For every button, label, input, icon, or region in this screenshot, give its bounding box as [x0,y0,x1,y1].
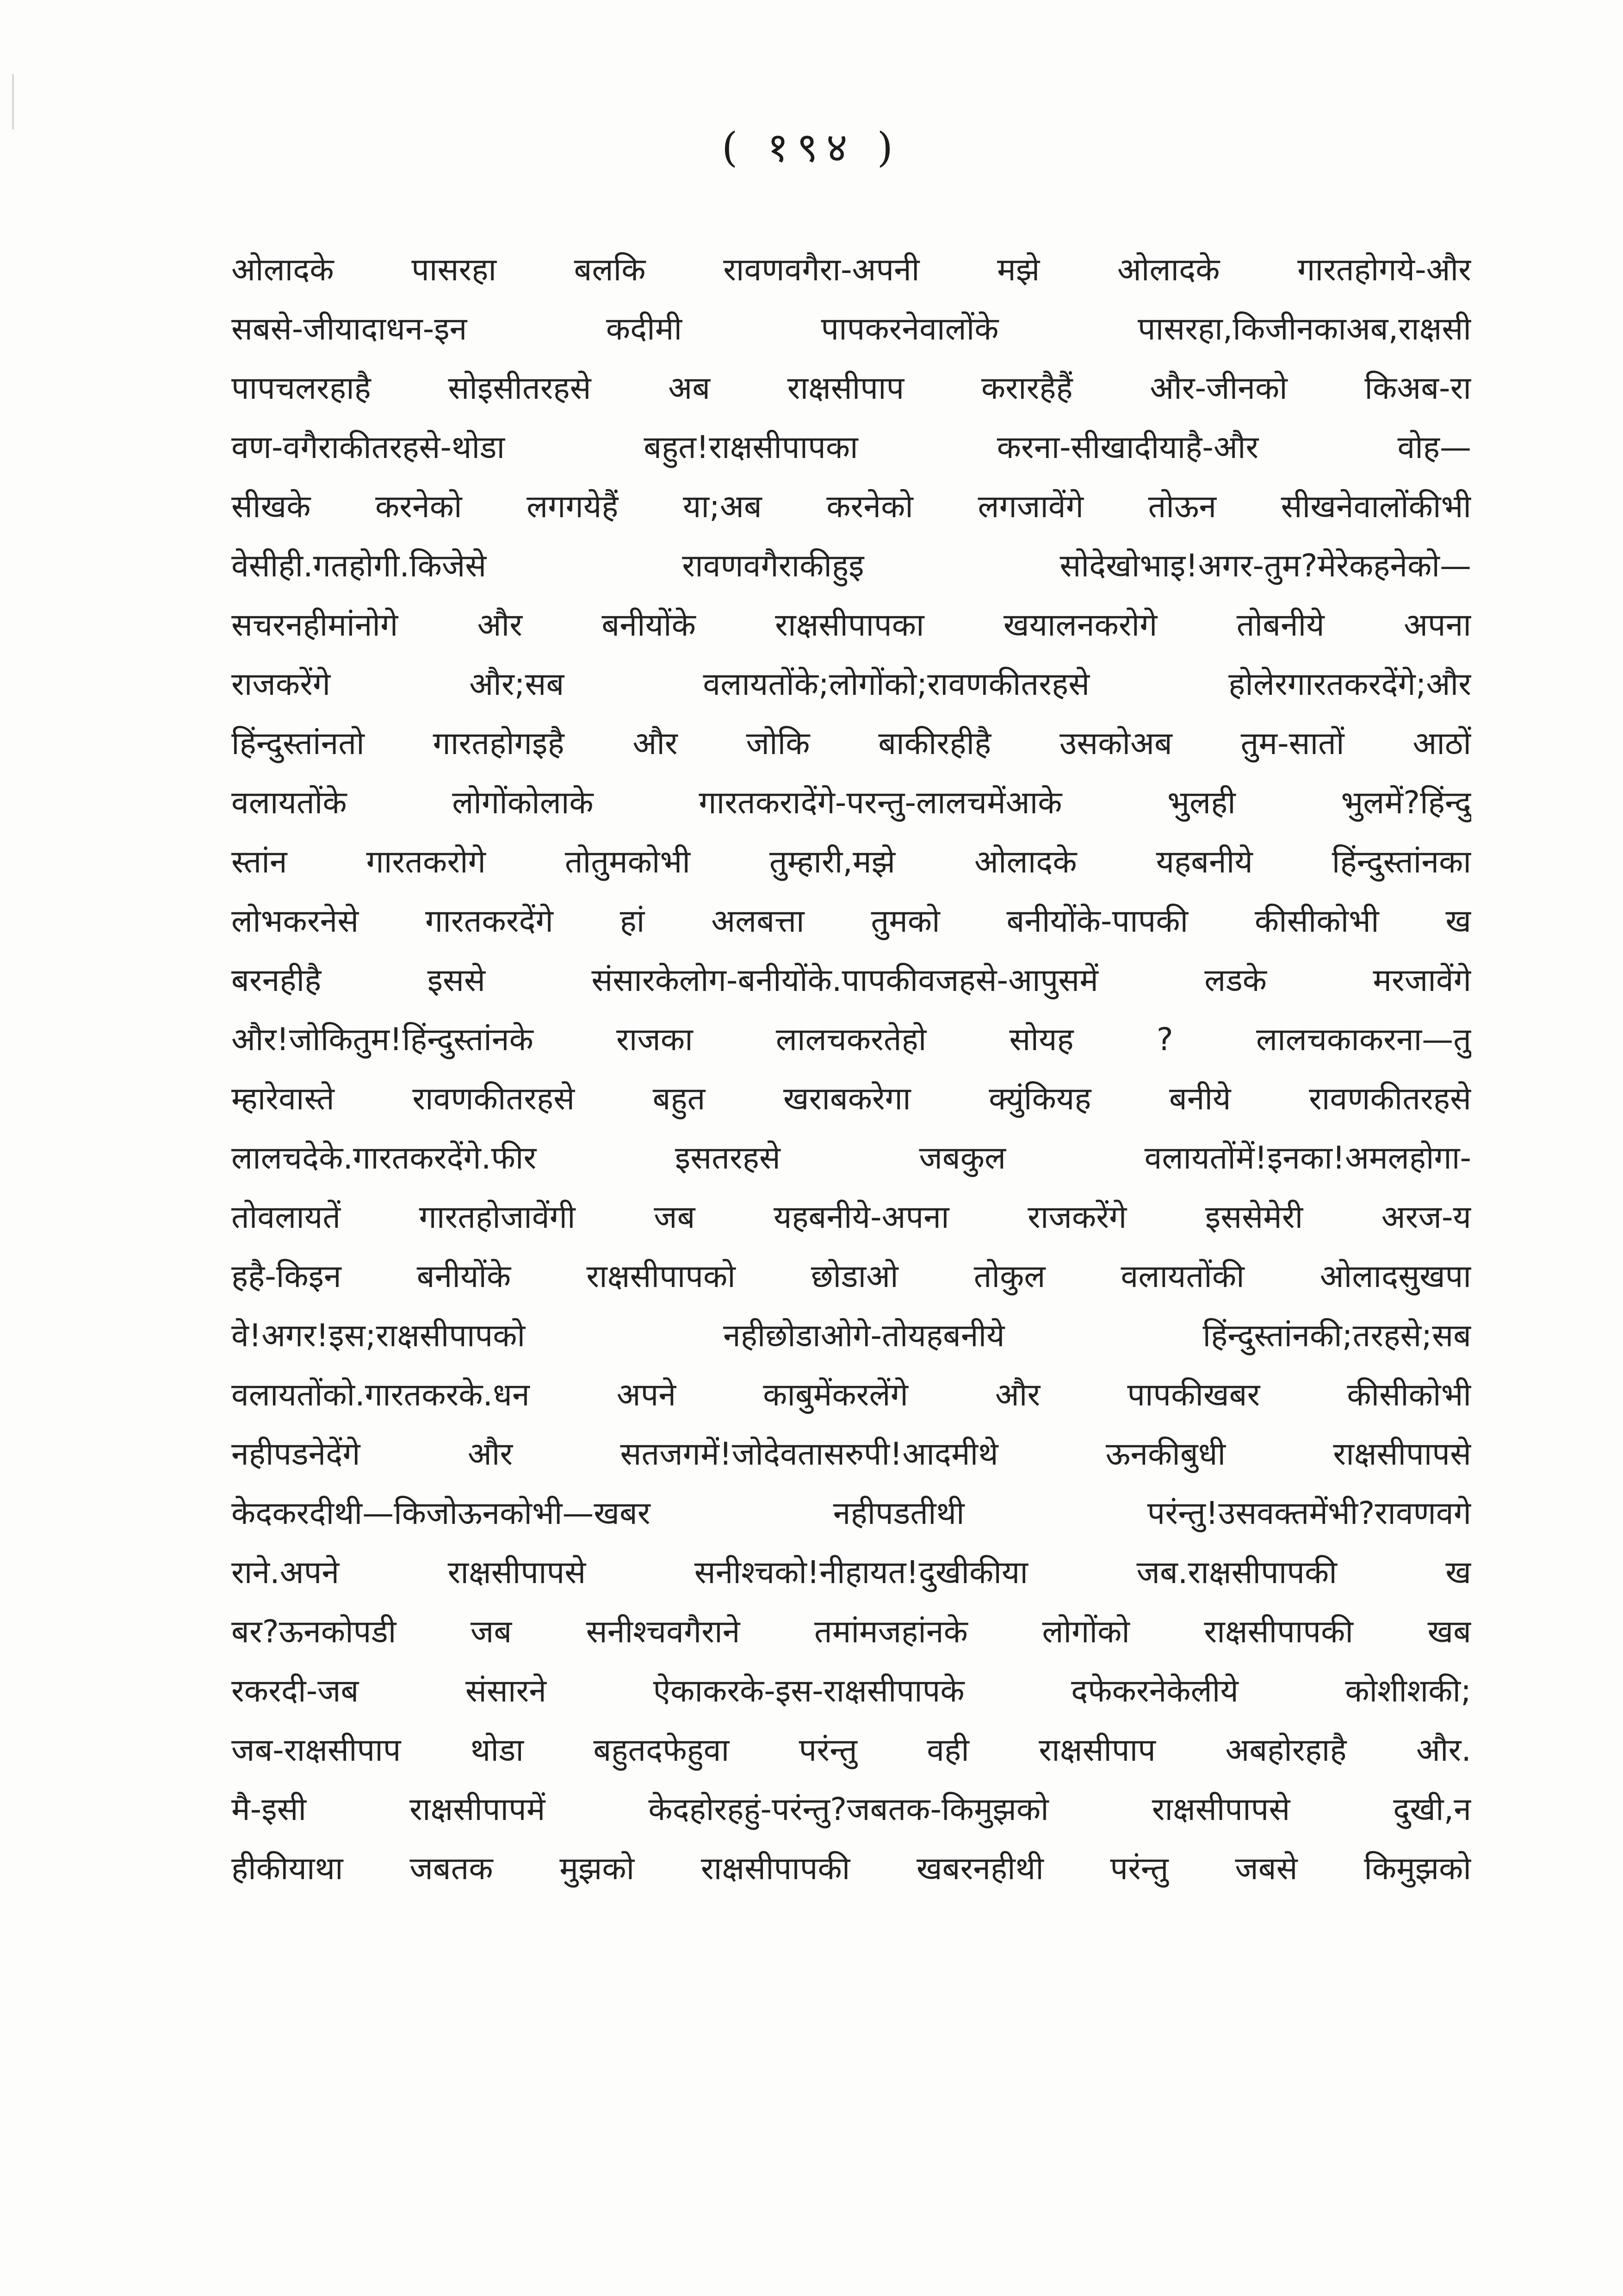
text-line: सीखके करनेको लगगयेहैं या;अब करनेको लगजावेंगे तोऊन सीखनेवालोंकीभी [231,489,1471,525]
text-line: ओलादके पासरहा बलकि रावणवगैरा-अपनी मझे ओलादके गारतहोगये-और [231,252,1471,288]
text-line: हिंन्दुस्तांनतो गारतहोगइहै और जोकि बाकीरहीहै उसकोअब तुम-सातों आठों [231,725,1471,762]
text-line: वलायतोंको.गारतकरके.धन अपने काबुमेंकरलेंगे और पापकीखबर कीसीकोभी [231,1377,1471,1413]
text-line: वेसीही.गतहोगी.किजेसे रावणवगैराकीहुइ सोदेखोभाइ!अगर-तुम?मेरेकहनेको— [231,548,1471,584]
text-line: पापचलरहाहै सोइसीतरहसे अब राक्षसीपाप करारहैहैं और-जीनको किअब-रा [231,370,1471,407]
text-line: सचरनहीमांनोगे और बनीयोंके राक्षसीपापका खयालनकरोगे तोबनीये अपना [231,607,1471,644]
text-line: हहै-किइन बनीयोंके राक्षसीपापको छोडाओ तोकुल वलायतोंकी ओलादसुखपा [231,1258,1471,1295]
text-line: वण-वगैराकीतरहसे-थोडा बहुत!राक्षसीपापका करना-सीखादीयाहै-और वोह— [231,429,1471,466]
text-line: वे!अगर!इस;राक्षसीपापको नहीछोडाओगे-तोयहबनीये हिंन्दुस्तांनकी;तरहसे;सब [231,1318,1471,1354]
text-line: नहीपडनेदेंगे और सतजगमें!जोदेवतासरुपी!आदमीथे ऊनकीबुधी राक्षसीपापसे [231,1436,1471,1473]
text-line: सबसे-जीयादाधन-इन कदीमी पापकरनेवालोंके पासरहा,किजीनकाअब,राक्षसी [231,311,1471,347]
text-line: बर?ऊनकोपडी जब सनीश्चवगैराने तमांमजहांनके लोगोंको राक्षसीपापकी खब [231,1614,1471,1650]
text-line: लालचदेके.गारतकरदेंगे.फीर इसतरहसे जबकुल वलायतोंमें!इनका!अमलहोगा- [231,1140,1471,1176]
text-line: हीकीयाथा जबतक मुझको राक्षसीपापकी खबरनहीथी परंन्तु जबसे किमुझको [231,1850,1471,1887]
text-line: जब-राक्षसीपाप थोडा बहुतदफेहुवा परंन्तु वही राक्षसीपाप अबहोरहाहै और. [231,1732,1471,1769]
text-line: बरनहीहै इससे संसारकेलोग-बनीयोंके.पापकीवजहसे-आपुसमें लडके मरजावेंगे [231,962,1471,999]
text-line: और!जोकितुम!हिंन्दुस्तांनके राजका लालचकरतेहो सोयह ? लालचकाकरना—तु [231,1021,1471,1058]
text-line: राने.अपने राक्षसीपापसे सनीश्चको!नीहायत!दुखीकीया जब.राक्षसीपापकी ख [231,1554,1471,1591]
body-text [231,241,1471,1899]
text-line: वलायतोंके लोगोंकोलाके गारतकरादेंगे-परन्तु-लालचमेंआके भुलही भुलमें?हिंन्दु [231,785,1471,821]
text-line: लोभकरनेसे गारतकरदेंगे हां अलबत्ता तुमको बनीयोंके-पापकी कीसीकोभी ख [231,903,1471,940]
page-number: ( १९४ ) [722,124,901,171]
text-line: केदकरदीथी—किजोऊनकोभी—खबर नहीपडतीथी परंन्तु!उसवक्तमेंभी?रावणवगे [231,1495,1471,1532]
text-line: राजकरेंगे और;सब वलायतोंके;लोगोंको;रावणकीतरहसे होलेरगारतकरदेंगे;और [231,666,1471,703]
text-line: म्हारेवास्ते रावणकीतरहसे बहुत खराबकरेगा क्युंकियह बनीये रावणकीतरहसे [231,1081,1471,1117]
text-line: रकरदी-जब संसारने ऐकाकरके-इस-राक्षसीपापके दफेकरनेकेलीये कोशीशकी; [231,1673,1471,1709]
text-line: मै-इसी राक्षसीपापमें केदहोरहहुं-परंन्तु?जबतक-किमुझको राक्षसीपापसे दुखी,न [231,1791,1471,1828]
text-line: तोवलायतें गारतहोजावेंगी जब यहबनीये-अपना राजकरेंगे इससेमेरी अरज-य [231,1199,1471,1236]
text-line: स्तांन गारतकरोगे तोतुमकोभी तुम्हारी,मझे ओलादके यहबनीये हिंन्दुस्तांनका [231,844,1471,880]
